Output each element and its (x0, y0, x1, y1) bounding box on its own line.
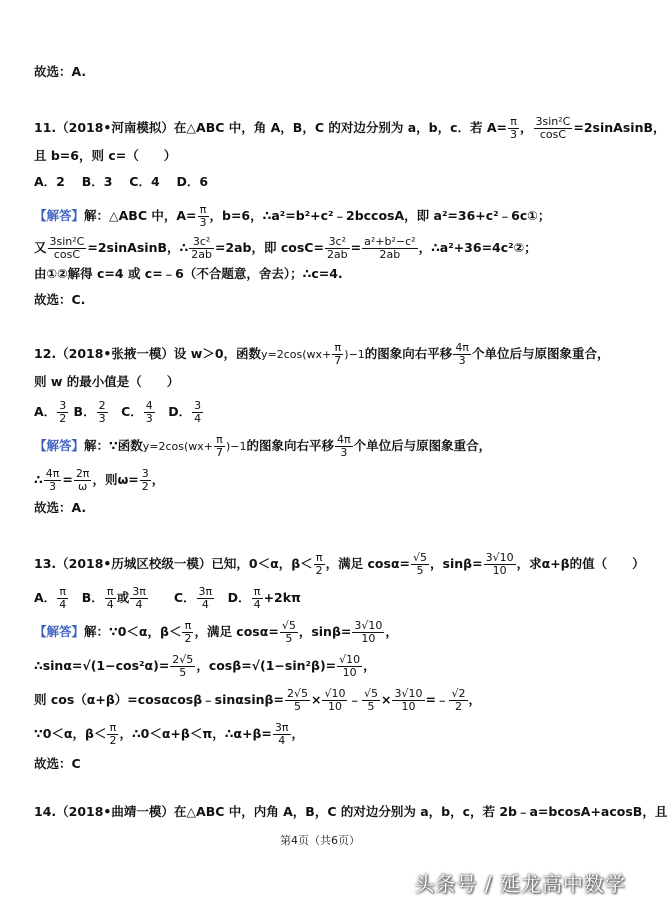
solution-13-line-4: ∵0＜α，β＜ $\frac{\pi}{2}$ ，∴0＜α+β＜π，∴α+β= $\frac{3\pi}{4}$ ， (34, 721, 305, 747)
question-14-stem: 14.（2018•曲靖一模）在△ABC 中，内角 A，B，C 的对边分别为 a，b，c，若 2b﹣a=bcosA+acosB，且 (34, 804, 667, 819)
question-13-options: A． $\frac{\pi}{4}$ B． $\frac{\pi}{4}$ 或 $\frac{3\pi}{4}$ C． $\frac{3\pi}{4}$ D． $\frac{\pi}{4}$ +2kπ (34, 585, 301, 611)
question-12-stem-cont: 则 w 的最小值是（ ） (34, 374, 180, 389)
answer-line: 故选：C. (34, 292, 86, 307)
solution-tag: 【解答】 (34, 624, 85, 639)
question-12-stem: 12.（2018•张掖一模）设 w＞0，函数y=2cos(wx+ $\frac{\pi}{7}$ )−1的图象向右平移 $\frac{4\pi}{3}$ 个单位后与原图象重合， (34, 341, 610, 367)
watermark: 头条号 / 延龙高中数学 (414, 872, 626, 896)
question-11-stem-cont: 且 b=6，则 c=（ ） (34, 148, 177, 163)
solution-11-line-2: 又 $\frac{\text{3sin²C}}{\cos C}$ =2sinAsinB，∴ $\frac{\text{3c²}}{2ab}$ =2ab，即 cosC= $\frac{\text{3c²}}{2ab}$ = $\frac{\text{a²+b²−c²}}{2ab}$ ，∴a²+36=4c²②； (34, 235, 537, 261)
question-11-options: A．2 B．3 C．4 D．6 (34, 174, 209, 189)
question-13-stem: 13.（2018•历城区校级一模）已知，0＜α，β＜ $\frac{\pi}{2}$ ，满足 cosα= $\frac{√5}{5}$ ，sinβ= $\frac{3√10}{10}$ ，求α+β的值（ ） (34, 551, 645, 577)
answer-line: 故选：A. (34, 500, 87, 515)
answer-line: 故选：A. (34, 64, 87, 79)
solution-12-line-2: ∴ $\frac{4\pi}{3}$ = $\frac{2\pi}{\omega}$ ，则ω= $\frac{3}{2}$ ， (34, 467, 165, 493)
solution-11-line-3: 由①②解得 c=4 或 c=﹣6（不合题意，舍去）；∴c=4. (34, 266, 343, 281)
answer-line: 故选：C (34, 756, 81, 771)
solution-tag: 【解答】 (34, 208, 85, 223)
question-12-options: A． $\frac{3}{2}$ B． $\frac{2}{3}$ C． $\frac{4}{3}$ D． $\frac{3}{4}$ (34, 399, 202, 425)
question-11-stem: 11.（2018•河南模拟）在△ABC 中，角 A，B，C 的对边分别为 a，b，c．若 A= $\frac{\pi}{3}$ ， $\frac{\text{3sin²C}}{\cos C}$ =2sinAsinB， (34, 115, 666, 141)
solution-12-line-1: 【解答】解：∵函数y=2cos(wx+ $\frac{\pi}{7}$ )−1的图象向右平移 $\frac{4\pi}{3}$ 个单位后与原图象重合， (34, 433, 492, 459)
solution-tag: 【解答】 (34, 438, 85, 453)
solution-13-line-1: 【解答】解：∵0＜α，β＜ $\frac{\pi}{2}$ ，满足 cosα= $\frac{√5}{5}$ ，sinβ= $\frac{3√10}{10}$ ， (34, 619, 398, 645)
solution-13-line-3: 则 cos（α+β）=cosαcosβ﹣sinαsinβ= $\frac{2√5}{5}$ × $\frac{√10}{10}$ ﹣ $\frac{√5}{5}$ × $\frac{3√10}{10}$ =﹣ $\frac{√2}{2}$ ， (34, 687, 482, 713)
page-footer: 第4页（共6页） (280, 834, 360, 847)
solution-11-line-1: 【解答】解：△ABC 中，A= $\frac{\pi}{3}$ ，b=6，∴a²=b²+c²﹣2bccosA，即 a²=36+c²﹣6c①； (34, 203, 551, 229)
solution-13-line-2: ∴sinα=√(1−cos²α)= $\frac{2√5}{5}$ ，cosβ=√(1−sin²β)= $\frac{√10}{10}$ ， (34, 653, 376, 679)
